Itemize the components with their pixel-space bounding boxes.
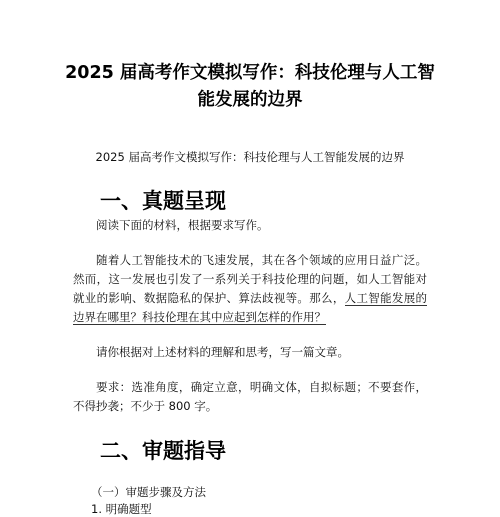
paragraph-prompt	[73, 343, 427, 362]
paragraph-material	[73, 251, 427, 327]
paragraph-requirements	[73, 378, 427, 416]
section-heading-2: 二、审题指导	[100, 439, 226, 463]
document-subtitle: 2025 届高考作文模拟写作：科技伦理与人工智能发展的边界	[95, 150, 405, 164]
list-item-1: 1. 明确题型	[91, 502, 152, 516]
paragraph-read	[73, 216, 427, 235]
document-title: 2025 届高考作文模拟写作：科技伦理与人工智能发展的边界	[65, 63, 435, 110]
paragraph-prompt-text: 请你根据对上述材料的理解和思考，写一篇文章。	[96, 345, 349, 359]
material-text-plain: 随着人工智能技术的飞速发展，其在各个领域的应用日益广泛。然而，这一发展也引发了一系列关于科技伦理的问题，如人工智能对就业的影响、数据隐私的保护、算法歧视等。那么，	[73, 253, 427, 305]
material-question-underlined: 人工智能发展的边界在哪里？科技伦理在其中应起到怎样的作用？	[73, 291, 428, 324]
section-heading-1: 一、真题呈现	[100, 189, 226, 213]
paragraph-requirements-text: 要求：选准角度，确定立意，明确文体，自拟标题；不要套作，不得抄袭；不少于 800 字。	[73, 380, 427, 413]
paragraph-read-text: 阅读下面的材料，根据要求写作。	[96, 218, 269, 232]
paragraph-material-text	[73, 251, 427, 327]
subsection-steps: （一）审题步骤及方法	[91, 485, 206, 499]
